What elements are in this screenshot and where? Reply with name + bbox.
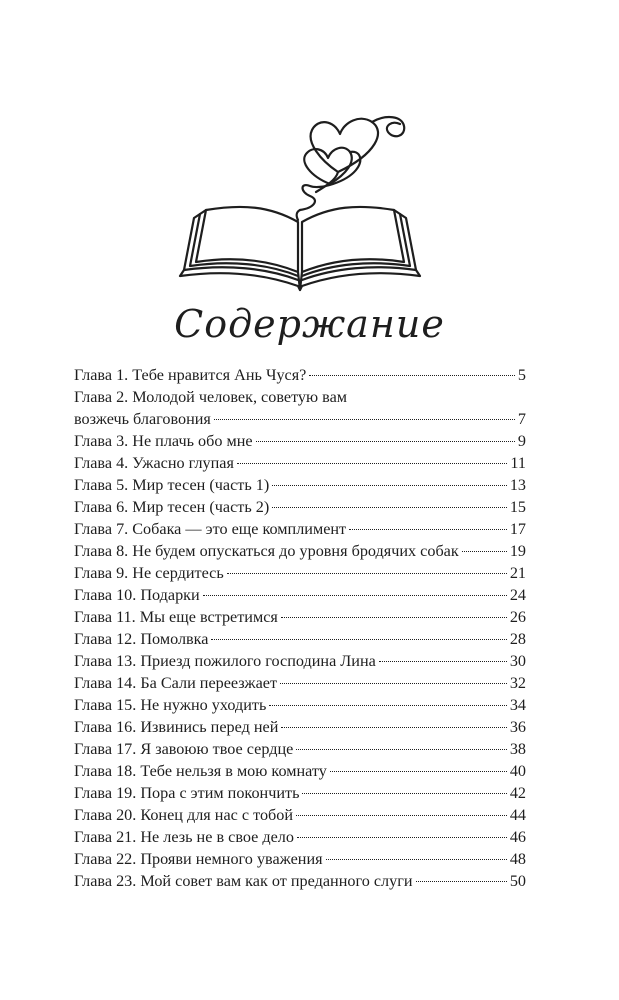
toc-entry-title: Глава 15. Не нужно уходить [74, 696, 267, 714]
book-right-page [302, 207, 404, 272]
toc-entry-title-line2: возжечь благовония [74, 410, 211, 428]
dot-leader [214, 419, 515, 420]
toc-entry-page: 19 [509, 542, 526, 560]
toc-entry [74, 496, 526, 518]
dot-leader [211, 639, 506, 640]
toc-entry-title: Глава 19. Пора с этим покончить [74, 784, 300, 802]
toc-entry-page: 15 [509, 498, 526, 516]
dot-leader [416, 881, 507, 882]
toc-entry [74, 672, 526, 694]
toc-entry-page: 26 [509, 608, 526, 626]
toc-entry [74, 386, 526, 430]
toc-entry-page: 44 [509, 806, 526, 824]
dot-leader [296, 815, 507, 816]
dot-leader [462, 551, 507, 552]
toc-entry-title: Глава 23. Мой совет вам как от преданного слуги [74, 872, 413, 890]
toc-entry-title: Глава 6. Мир тесен (часть 2) [74, 498, 270, 516]
toc-entry-title: Глава 17. Я завоюю твое сердце [74, 740, 294, 758]
dot-leader [237, 463, 507, 464]
dot-leader [272, 485, 507, 486]
dot-leader [203, 595, 507, 596]
toc-entry [74, 738, 526, 760]
toc-entry [74, 848, 526, 870]
toc-entry [74, 584, 526, 606]
toc-entry-title: Глава 22. Прояви немного уважения [74, 850, 323, 868]
toc-entry [74, 562, 526, 584]
toc-entry [74, 804, 526, 826]
dot-leader [281, 617, 507, 618]
toc-entry [74, 606, 526, 628]
toc-entry-title: Глава 9. Не сердитесь [74, 564, 224, 582]
toc-entry-title: Глава 10. Подарки [74, 586, 200, 604]
dot-leader [349, 529, 507, 530]
toc-entry-title-line1: Глава 2. Молодой человек, советую вам [74, 388, 348, 406]
dot-leader [302, 793, 506, 794]
toc-entry [74, 782, 526, 804]
toc-entry-title: Глава 12. Помолвка [74, 630, 209, 648]
toc-entry-page: 50 [509, 872, 526, 890]
dot-leader [330, 771, 507, 772]
toc-entry-title: Глава 3. Не плачь обо мне [74, 432, 253, 450]
toc-entry-title: Глава 1. Тебе нравится Ань Чуся? [74, 366, 307, 384]
dot-leader [272, 507, 507, 508]
dot-leader [256, 441, 515, 442]
dot-leader [326, 859, 507, 860]
toc-entry-page: 7 [517, 410, 526, 428]
dot-leader [269, 705, 506, 706]
toc-entry-page: 36 [509, 718, 526, 736]
toc-entry [74, 826, 526, 848]
toc-entry-page: 30 [509, 652, 526, 670]
toc-entry-page: 11 [510, 454, 526, 472]
toc-entry-title: Глава 13. Приезд пожилого господина Лина [74, 652, 376, 670]
dot-leader [379, 661, 507, 662]
toc-entry [74, 364, 526, 386]
toc-entry-title: Глава 18. Тебе нельзя в мою комнату [74, 762, 327, 780]
toc-entry-title: Глава 8. Не будем опускаться до уровня бродячих собак [74, 542, 459, 560]
toc-entry-page: 38 [509, 740, 526, 758]
toc-entry [74, 452, 526, 474]
dot-leader [297, 837, 507, 838]
toc-entry-title: Глава 7. Собака — это еще комплимент [74, 520, 347, 538]
toc-entry-title: Глава 14. Ба Сали переезжает [74, 674, 278, 692]
book-left-page [196, 207, 298, 272]
toc-entry [74, 694, 526, 716]
toc-entry [74, 540, 526, 562]
toc-entry [74, 650, 526, 672]
toc-entry-title: Глава 5. Мир тесен (часть 1) [74, 476, 270, 494]
toc-entry-title: Глава 20. Конец для нас с тобой [74, 806, 294, 824]
heart-large-icon [311, 119, 378, 172]
toc-entry-title: Глава 11. Мы еще встретимся [74, 608, 278, 626]
toc-entry [74, 628, 526, 650]
open-book-hearts-illustration [150, 100, 450, 300]
dot-leader [309, 375, 515, 376]
table-of-contents [74, 364, 526, 892]
dot-leader [227, 573, 507, 574]
toc-entry [74, 760, 526, 782]
toc-entry-page: 46 [509, 828, 526, 846]
toc-entry [74, 870, 526, 892]
toc-entry-page: 32 [509, 674, 526, 692]
dot-leader [281, 727, 506, 728]
toc-entry-page: 13 [509, 476, 526, 494]
toc-entry [74, 474, 526, 496]
toc-entry-page: 9 [517, 432, 526, 450]
toc-entry-page: 42 [509, 784, 526, 802]
toc-entry [74, 716, 526, 738]
toc-entry-page: 5 [517, 366, 526, 384]
dot-leader [296, 749, 507, 750]
toc-entry-page: 40 [509, 762, 526, 780]
page-title: Содержание [174, 302, 445, 346]
toc-entry-page: 48 [509, 850, 526, 868]
dot-leader [280, 683, 507, 684]
toc-entry [74, 518, 526, 540]
toc-entry-title: Глава 16. Извинись перед ней [74, 718, 279, 736]
toc-entry-page: 21 [509, 564, 526, 582]
toc-entry-page: 24 [509, 586, 526, 604]
toc-entry-page: 34 [509, 696, 526, 714]
toc-entry-title: Глава 4. Ужасно глупая [74, 454, 234, 472]
toc-entry-page: 17 [509, 520, 526, 538]
toc-entry-page: 28 [509, 630, 526, 648]
toc-entry-title: Глава 21. Не лезь не в свое дело [74, 828, 294, 846]
toc-entry [74, 430, 526, 452]
